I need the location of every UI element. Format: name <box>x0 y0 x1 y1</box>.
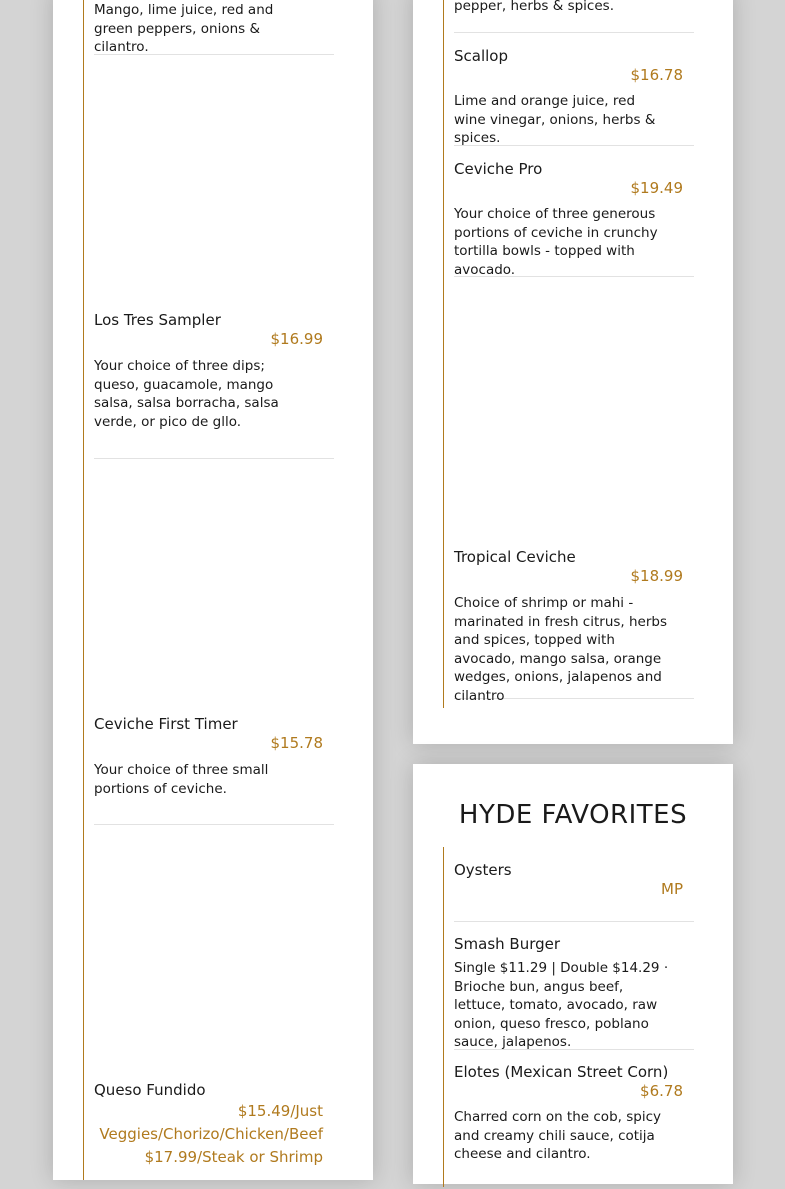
menu-item-description: pepper, herbs & spices. <box>454 0 614 14</box>
section-heading: HYDE FAVORITES <box>458 800 688 830</box>
menu-item-price: $6.78 <box>640 1082 683 1100</box>
menu-item-name: Elotes (Mexican Street Corn) <box>454 1063 669 1081</box>
menu-item-price: $15.78 <box>270 734 323 752</box>
menu-item-description: Single $11.29 | Double $14.29 · Brioche bun, angus beef, lettuce, tomato, avocado, raw onion, queso fresco, poblano sauce, jalapenos. <box>454 960 669 1050</box>
menu-list-left <box>83 0 344 1180</box>
menu-item-description: Mango, lime juice, red and green peppers, onions & cilantro. <box>94 2 274 55</box>
menu-item-price: MP <box>661 880 683 898</box>
menu-list-hyde-favorites <box>443 847 704 1187</box>
menu-item-description: Your choice of three dips; queso, guacamole, mango salsa, salsa borracha, salsa verde, or pico de gllo. <box>94 358 279 430</box>
menu-item[interactable] <box>454 1049 694 1189</box>
menu-list-ceviche <box>443 0 704 708</box>
menu-item-price: $15.49/Just Veggies/Chorizo/Chicken/Beef $17.99/Steak or Shrimp <box>99 1102 323 1166</box>
menu-item[interactable] <box>454 0 694 33</box>
menu-card-left <box>53 0 373 1180</box>
menu-item[interactable] <box>94 824 334 1180</box>
menu-item-name: Scallop <box>454 47 508 65</box>
menu-item-price: $16.99 <box>270 330 323 348</box>
menu-item[interactable] <box>454 921 694 1050</box>
menu-item-price: $19.49 <box>630 179 683 197</box>
menu-item-price: $16.78 <box>630 66 683 84</box>
menu-card-hyde-favorites <box>413 764 733 1184</box>
menu-item-description: Your choice of three generous portions of ceviche in crunchy tortilla bowls - topped with avocado. <box>454 206 658 278</box>
menu-card-ceviche <box>413 0 733 744</box>
menu-item[interactable] <box>454 276 694 704</box>
menu-item-name: Oysters <box>454 861 512 879</box>
menu-item-name: Los Tres Sampler <box>94 311 221 329</box>
menu-item-name: Ceviche First Timer <box>94 715 238 733</box>
menu-item-description: Lime and orange juice, red wine vinegar, onions, herbs & spices. <box>454 93 656 146</box>
menu-item-name: Ceviche Pro <box>454 160 543 178</box>
menu-item[interactable] <box>454 32 694 146</box>
menu-item-description: Your choice of three small portions of ceviche. <box>94 762 269 797</box>
menu-item[interactable] <box>454 145 694 277</box>
menu-item-price: $18.99 <box>630 567 683 585</box>
menu-item[interactable] <box>94 458 334 825</box>
menu-item[interactable] <box>94 54 334 459</box>
menu-item-description: Choice of shrimp or mahi - marinated in fresh citrus, herbs and spices, topped with avocado, mango salsa, orange wedges, onions, jalapenos and cilantro <box>454 595 668 704</box>
menu-item[interactable] <box>454 847 694 922</box>
menu-item-name: Smash Burger <box>454 935 561 953</box>
menu-item-name: Tropical Ceviche <box>454 548 576 566</box>
menu-item-description: Charred corn on the cob, spicy and creamy chili sauce, cotija cheese and cilantro. <box>454 1109 661 1162</box>
menu-item[interactable] <box>94 0 334 55</box>
menu-item-name: Queso Fundido <box>94 1081 206 1099</box>
